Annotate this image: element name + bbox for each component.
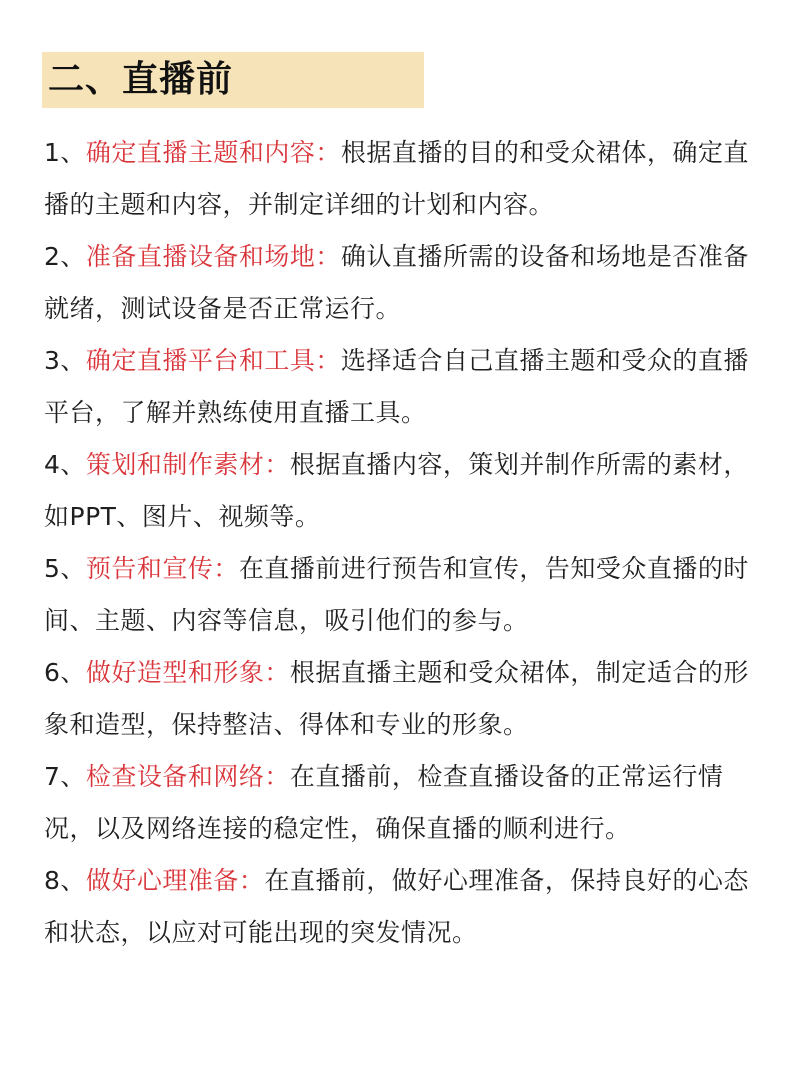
- item-topic: 做好造型和形象：: [85, 658, 290, 687]
- item-description: 根据直播的目的和受众裙体，确定直播的主题和内容，并制定详细的计划和内容。: [44, 138, 749, 219]
- list-item: [44, 751, 756, 855]
- item-description: 在直播前，做好心理准备，保持良好的心态和状态，以应对可能出现的突发情况。: [44, 866, 749, 947]
- item-number: 2、: [44, 242, 86, 271]
- section-heading: 二、直播前: [48, 59, 234, 100]
- item-number: 1、: [44, 138, 86, 167]
- item-topic: 确定直播平台和工具：: [85, 346, 341, 375]
- item-description: 确认直播所需的设备和场地是否准备就绪，测试设备是否正常运行。: [44, 242, 749, 323]
- checklist: [44, 127, 756, 959]
- item-topic: 检查设备和网络：: [85, 762, 290, 791]
- item-description: 在直播前，检查直播设备的正常运行情况，以及网络连接的稳定性，确保直播的顺利进行。: [44, 762, 724, 843]
- list-item: [44, 543, 756, 647]
- item-description: 选择适合自己直播主题和受众的直播平台，了解并熟练使用直播工具。: [44, 346, 749, 427]
- item-topic: 做好心理准备：: [85, 866, 265, 895]
- item-topic: 策划和制作素材：: [85, 450, 290, 479]
- item-number: 8、: [44, 866, 86, 895]
- item-number: 4、: [44, 450, 86, 479]
- item-topic: 准备直播设备和场地：: [85, 242, 341, 271]
- item-number: 3、: [44, 346, 86, 375]
- item-number: 7、: [44, 762, 86, 791]
- item-number: 5、: [44, 554, 86, 583]
- item-description: 根据直播主题和受众裙体，制定适合的形象和造型，保持整洁、得体和专业的形象。: [44, 658, 749, 739]
- list-item: [44, 439, 756, 543]
- item-topic: 预告和宣传：: [85, 554, 239, 583]
- section-heading-highlight: [42, 52, 424, 108]
- item-description: 根据直播内容，策划并制作所需的素材，如PPT、图片、视频等。: [44, 450, 749, 531]
- list-item: [44, 647, 756, 751]
- item-topic: 确定直播主题和内容：: [85, 138, 341, 167]
- item-number: 6、: [44, 658, 86, 687]
- list-item: [44, 127, 756, 231]
- item-description: 在直播前进行预告和宣传，告知受众直播的时间、主题、内容等信息，吸引他们的参与。: [44, 554, 749, 635]
- list-item: [44, 855, 756, 959]
- list-item: [44, 335, 756, 439]
- list-item: [44, 231, 756, 335]
